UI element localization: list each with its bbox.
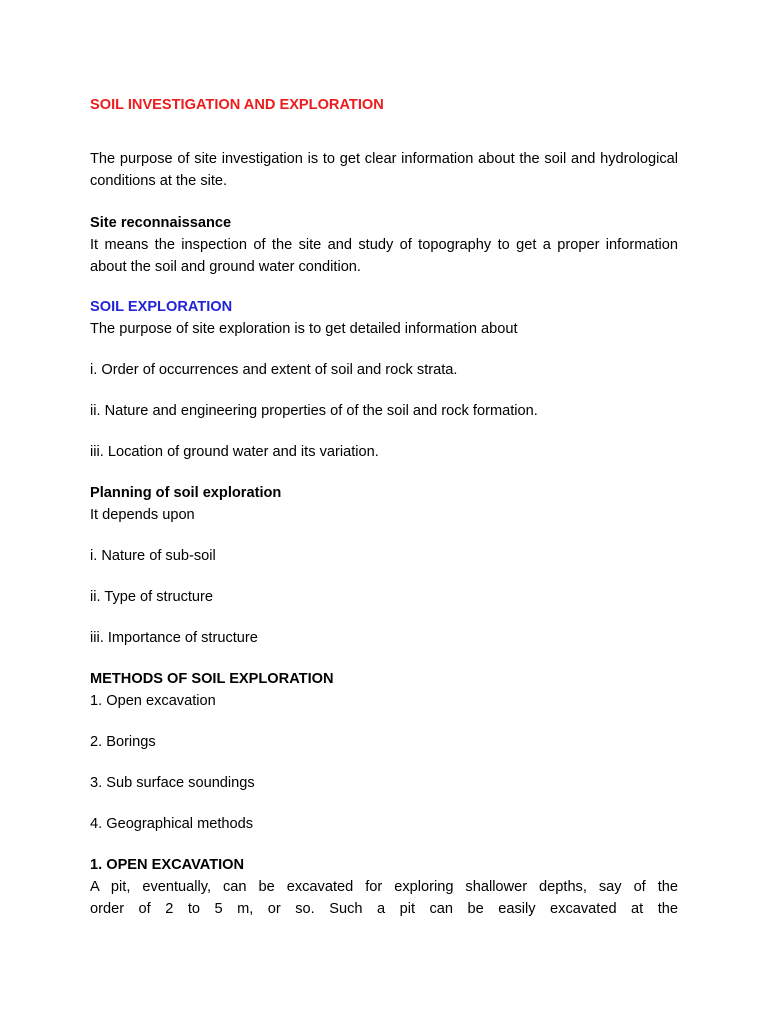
- soil-exploration-text: The purpose of site exploration is to get detailed information about: [90, 321, 518, 337]
- planning-item-3: iii. Importance of structure: [90, 630, 258, 646]
- intro-paragraph: The purpose of site investigation is to get clear information about the soil and hydrological conditions at the site.: [90, 151, 678, 189]
- planning-item-1: i. Nature of sub-soil: [90, 548, 216, 564]
- open-excavation-line-2: order of 2 to 5 m, or so. Such a pit can be easily excavated at the: [90, 901, 678, 917]
- open-excavation-line-1: A pit, eventually, can be excavated for exploring shallower depths, say of the: [90, 879, 678, 895]
- exploration-item-2: ii. Nature and engineering properties of of the soil and rock formation.: [90, 403, 538, 419]
- soil-exploration-heading: SOIL EXPLORATION: [90, 299, 233, 315]
- open-excavation-heading: 1. OPEN EXCAVATION: [90, 857, 245, 873]
- document-content: [90, 94, 678, 920]
- planning-heading: Planning of soil exploration: [90, 485, 282, 501]
- site-reconnaissance-text: It means the inspection of the site and study of topography to get a proper information about the soil and ground water condition.: [90, 237, 678, 275]
- method-item-2: 2. Borings: [90, 734, 156, 750]
- exploration-item-1: i. Order of occurrences and extent of soil and rock strata.: [90, 362, 458, 378]
- methods-heading: METHODS OF SOIL EXPLORATION: [90, 671, 334, 687]
- method-item-4: 4. Geographical methods: [90, 816, 254, 832]
- exploration-item-3: iii. Location of ground water and its variation.: [90, 444, 379, 460]
- method-item-1: 1. Open excavation: [90, 693, 216, 709]
- method-item-3: 3. Sub surface soundings: [90, 775, 255, 791]
- planning-item-2: ii. Type of structure: [90, 589, 214, 605]
- site-reconnaissance-heading: Site reconnaissance: [90, 215, 232, 231]
- planning-text: It depends upon: [90, 507, 195, 523]
- document-title: SOIL INVESTIGATION AND EXPLORATION: [90, 97, 384, 113]
